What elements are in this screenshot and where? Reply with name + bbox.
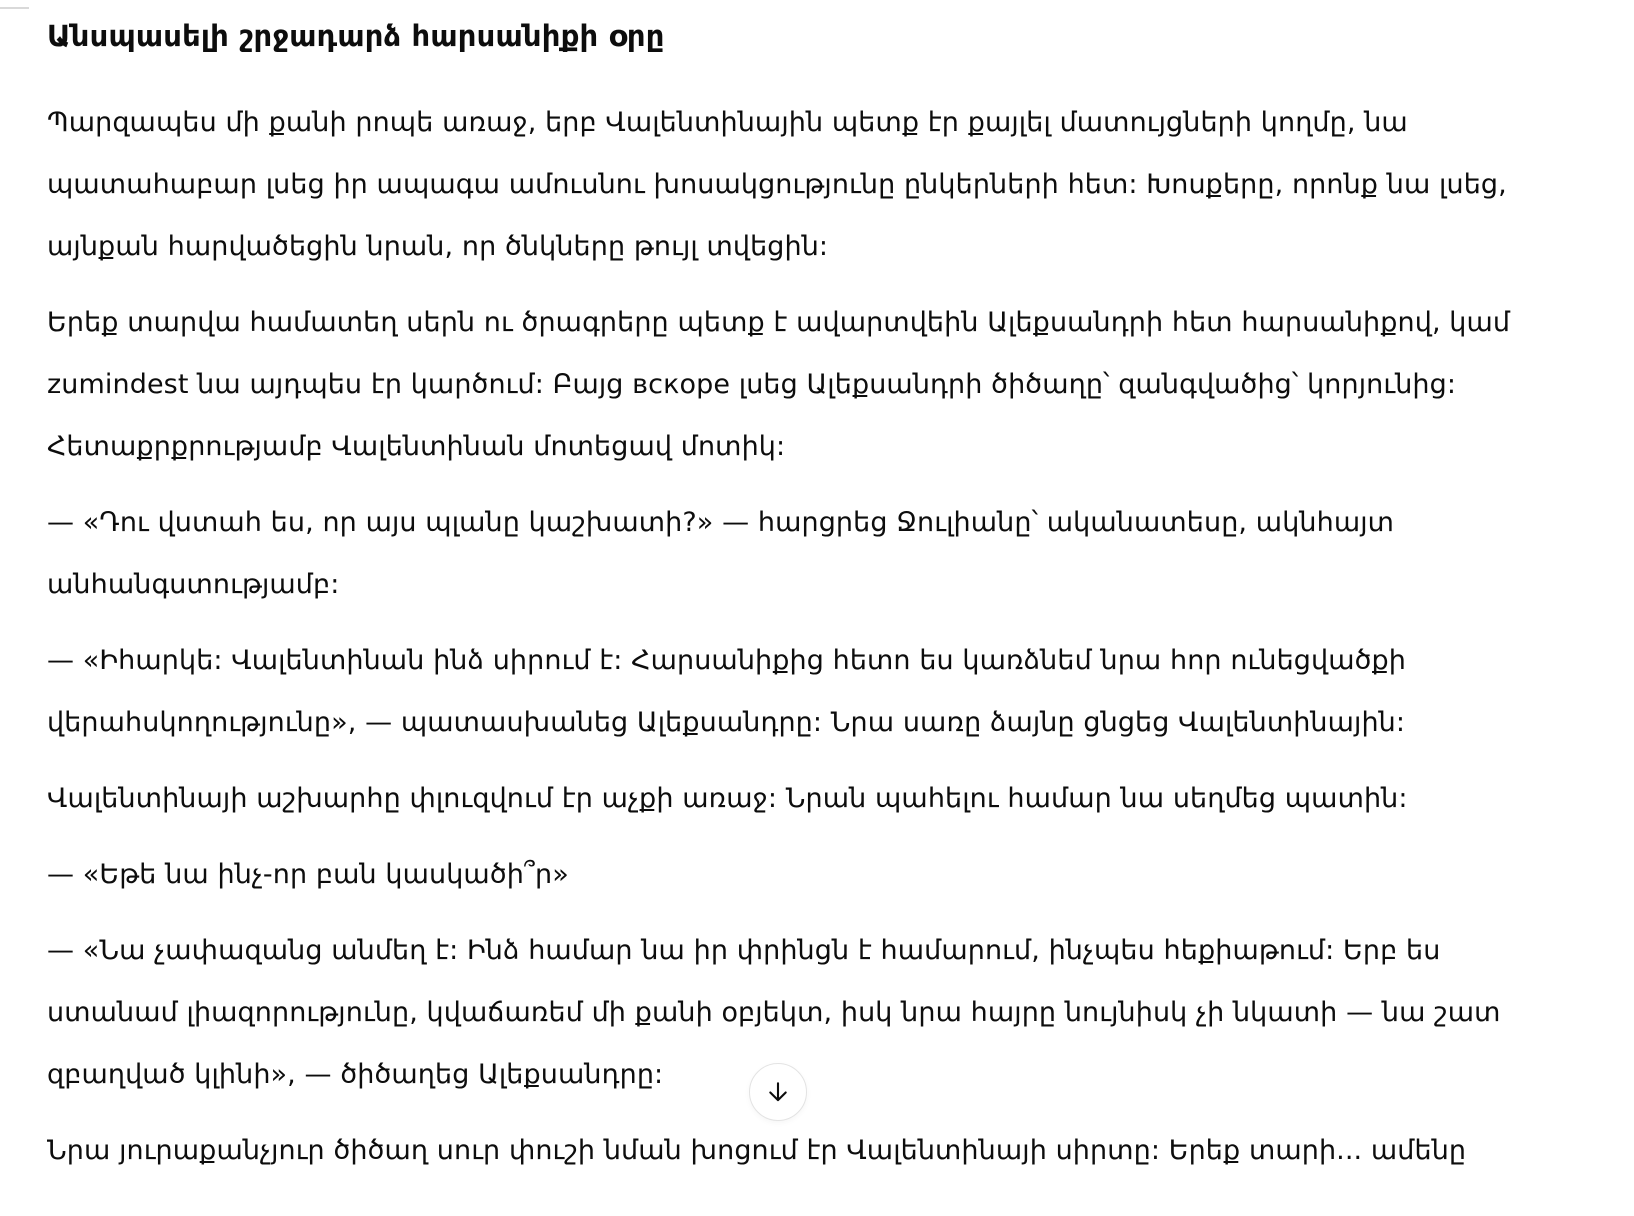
top-edge-divider bbox=[0, 7, 29, 9]
story-paragraph: — «Իհարկե: Վալենտինան ինձ սիրում է: Հարսանիքից հետո ես կառձնեմ նրա հոր ունեցվածքի վերահսկողությունը», — պատասխանեց Ալեքսանդրը: Նրա սառը ձայնը ցնցեց Վալենտինային: bbox=[47, 645, 1406, 738]
story-paragraph: Երեք տարվա համատեղ սերն ու ծրագրերը պետք է ավարտվեին Ալեքսանդրի հետ հարսանիքով, կամ zumindest նա այդպես էր կարծում: Բայց вскоре լսեց Ալեքսանդրի ծիծաղը՝ զանգվածից՝ կորյունից: Հետաքրքրությամբ Վալենտինան մոտեցավ մոտիկ: bbox=[47, 307, 1511, 462]
scroll-to-bottom-button[interactable] bbox=[749, 1063, 807, 1121]
story-paragraph: Պարզապես մի քանի րոպե առաջ, երբ Վալենտինային պետք էր քայլել մատույցների կողմը, նա պատահաբար լսեց իր ապագա ամուսնու խոսակցությունը ընկերների հետ: Խոսքերը, որոնք նա լսեց, այնքան հարվածեցին նրան, որ ծնկները թույլ տվեցին: bbox=[47, 107, 1507, 262]
story-paragraph: Վալենտինայի աշխարհը փլուզվում էր աչքի առաջ: Նրան պահելու համար նա սեղմեց պատին: bbox=[47, 783, 1408, 814]
story-paragraph: — «Եթե նա ինչ-որ բան կասկածի՞ր» bbox=[47, 859, 569, 890]
arrow-down-icon bbox=[764, 1078, 792, 1106]
story-paragraph: — «Նա չափազանց անմեղ է: Ինձ համար նա իր փրինցն է համարում, ինչպես հեքիաթում: Երբ ես ստանամ լիազորությունը, կվաճառեմ մի քանի օբյեկտ, իսկ նրա հայրը նույնիսկ չի նկատի — նա շատ զբաղված կլինի», — ծիծաղեց Ալեքսանդրը: bbox=[47, 935, 1501, 1090]
story-paragraph: — «Դու վստահ ես, որ այս պլանը կաշխատի?» — հարցրեց Ջուլիանը՝ ականատեսը, ակնհայտ անհանգստությամբ: bbox=[47, 507, 1395, 600]
story-title: Անսպասելի շրջադարձ հարսանիքի օրը bbox=[47, 19, 665, 53]
story-paragraph: Նրա յուրաքանչյուր ծիծաղ սուր փուշի նման խոցում էր Վալենտինայի սիրտը: Երեք տարի... ամենը bbox=[47, 1135, 1467, 1166]
